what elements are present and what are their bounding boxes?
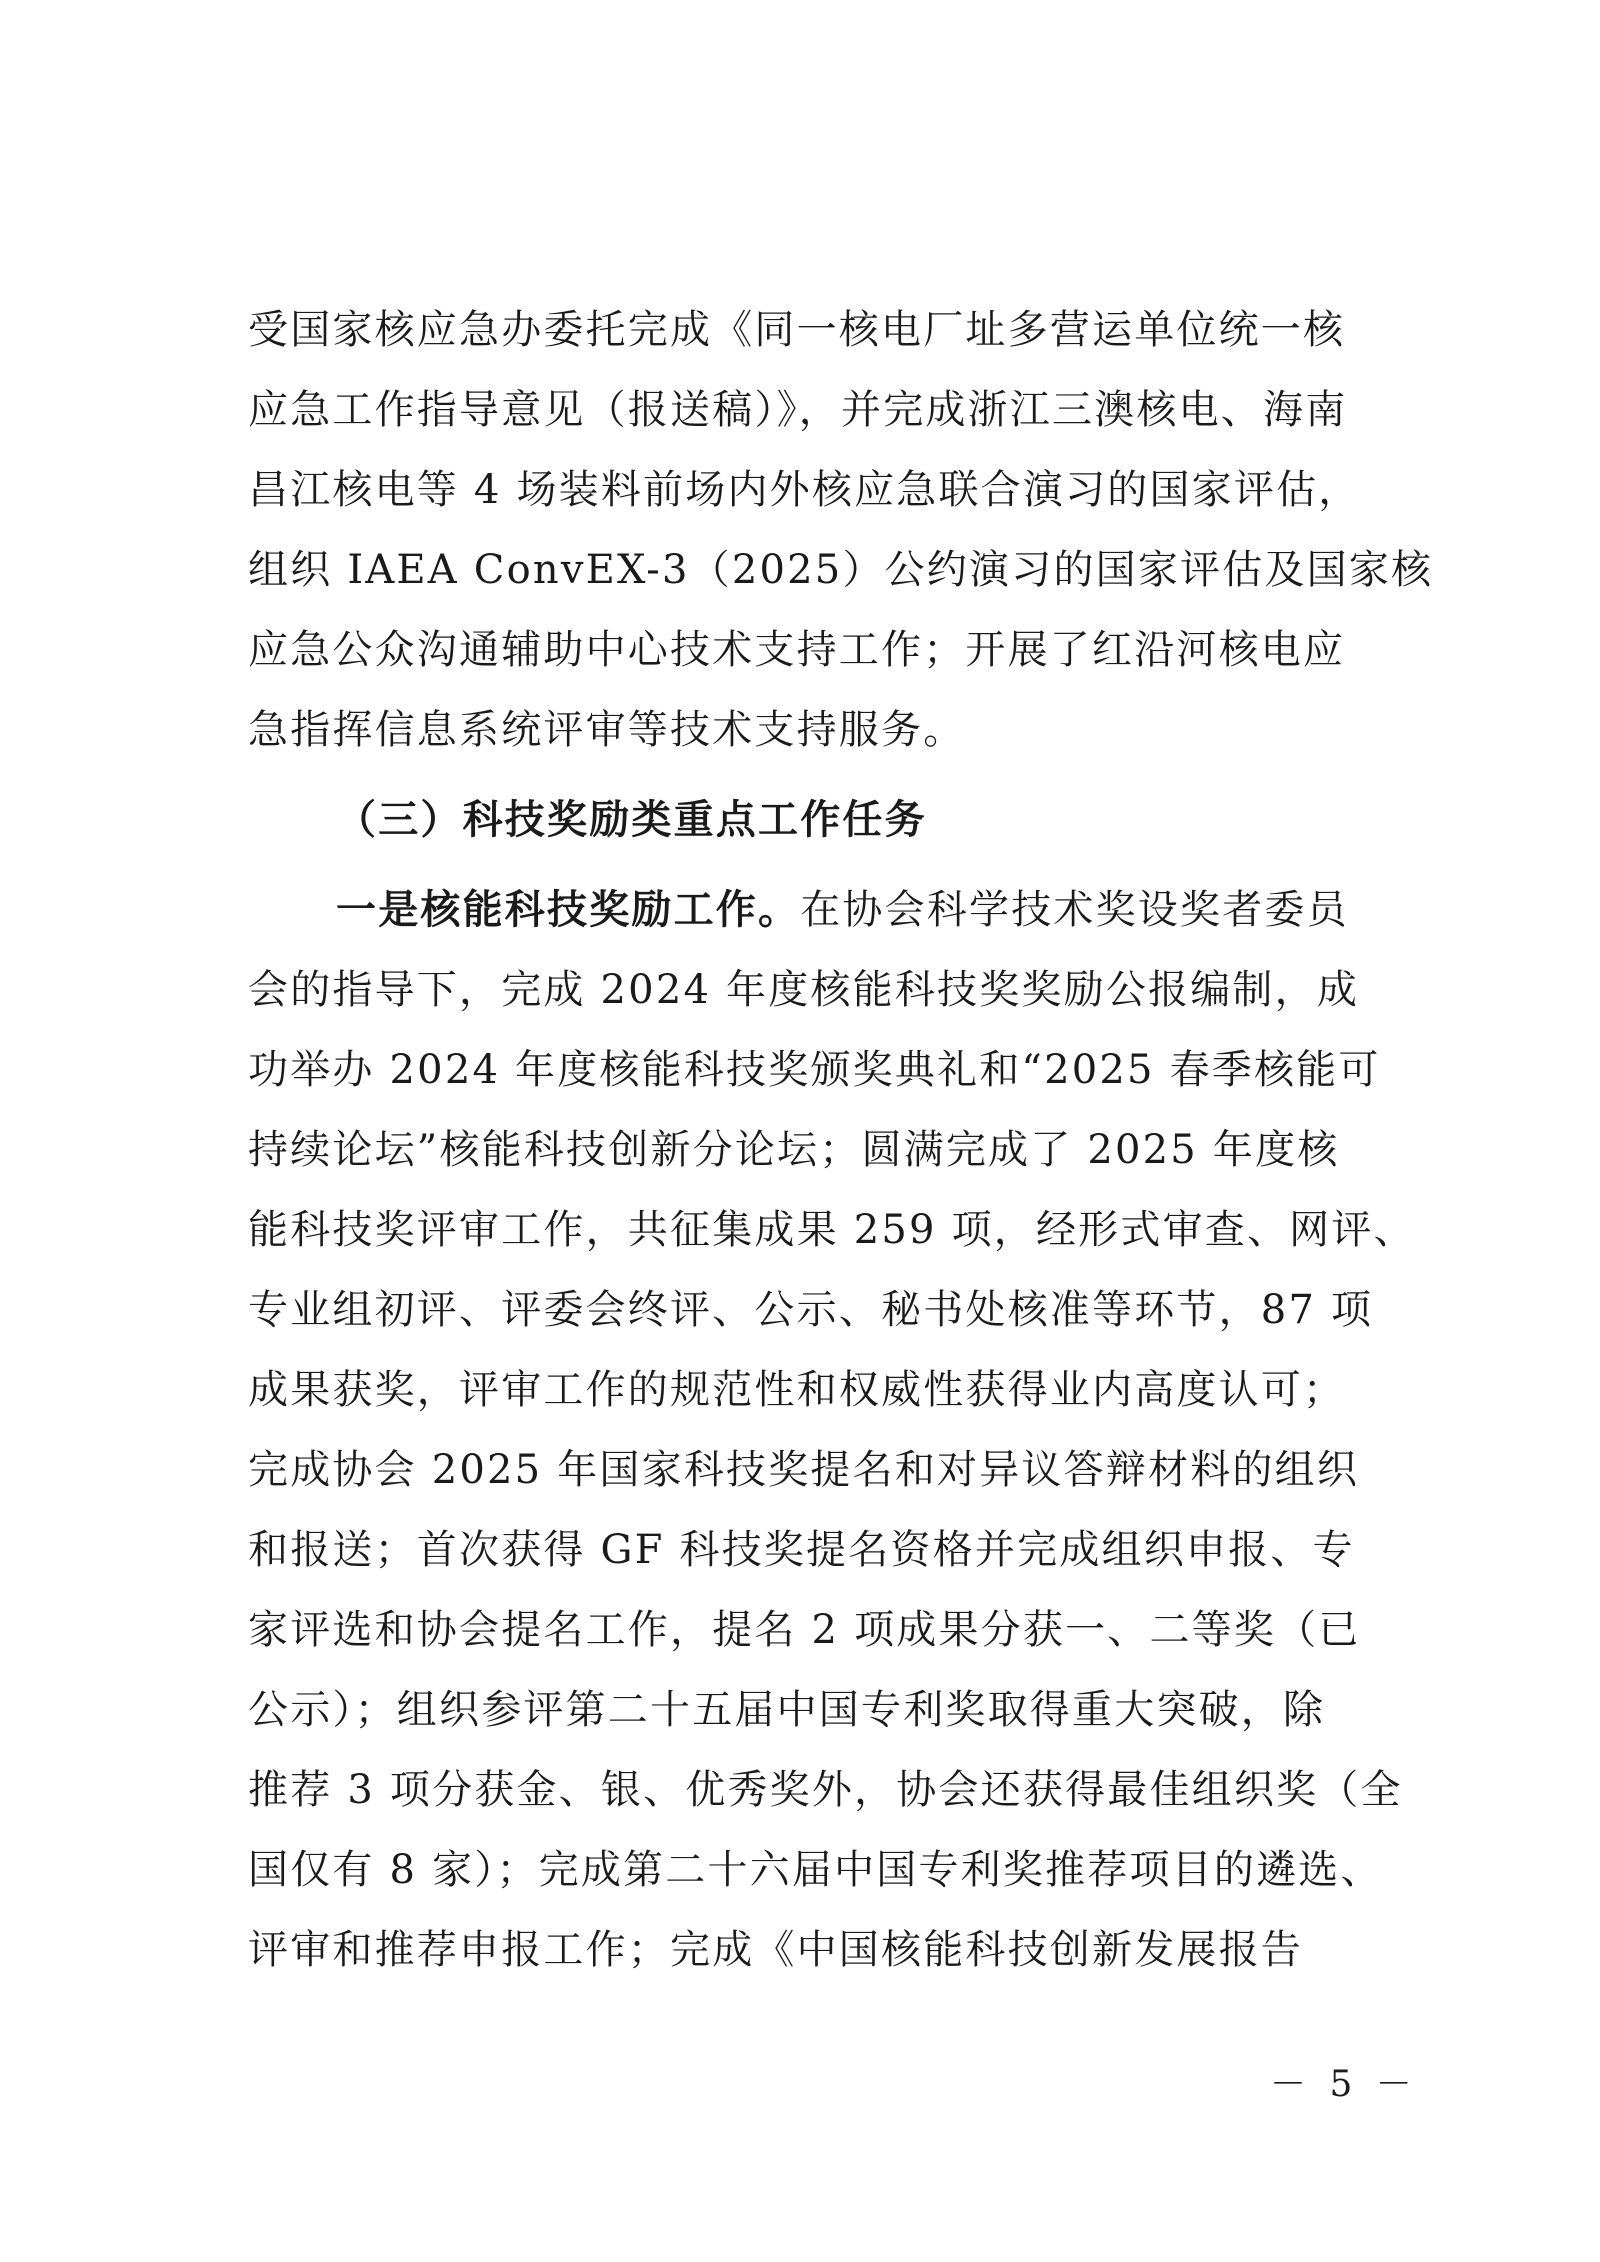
paragraph-line: 公示）；组织参评第二十五届中国专利奖取得重大突破，除 [248, 1687, 1326, 1733]
paragraph-line: 昌江核电等 4 场装料前场内外核应急联合演习的国家评估， [248, 467, 1361, 513]
paragraph-line: 急指挥信息系统评审等技术支持服务。 [248, 707, 966, 753]
lead-phrase: 一是核能科技奖励工作。 [336, 886, 801, 933]
paragraph-line: 评审和推荐申报工作；完成《中国核能科技创新发展报告 [248, 1927, 1303, 1973]
page-number: － 5 － [1270, 2064, 1418, 2105]
paragraph-line: 会的指导下，完成 2024 年度核能科技奖奖励公报编制，成 [248, 967, 1360, 1013]
section-heading: （三）科技奖励类重点工作任务 [336, 796, 927, 843]
paragraph-line: 成果获奖，评审工作的规范性和权威性获得业内高度认可； [248, 1367, 1346, 1413]
paragraph-line: 应急公众沟通辅助中心技术支持工作；开展了红沿河核电应 [248, 627, 1346, 673]
paragraph-line: 组织 IAEA ConvEX-3（2025）公约演习的国家评估及国家核 [248, 547, 1434, 593]
paragraph-line: 完成协会 2025 年国家科技奖提名和对异议答辩材料的组织 [248, 1447, 1360, 1493]
paragraph-line: 持续论坛”核能科技创新分论坛；圆满完成了 2025 年度核 [248, 1127, 1340, 1173]
paragraph-line: 受国家核应急办委托完成《同一核电厂址多营运单位统一核 [248, 307, 1346, 353]
paragraph-line: 能科技奖评审工作，共征集成果 259 项，经形式审查、网评、 [248, 1207, 1416, 1253]
paragraph-line: 推荐 3 项分获金、银、优秀奖外，协会还获得最佳组织奖（全 [248, 1767, 1403, 1813]
paragraph-first-line [336, 880, 1349, 940]
paragraph-line: 应急工作指导意见（报送稿）》，并完成浙江三澳核电、海南 [248, 387, 1348, 433]
paragraph-line: 国仅有 8 家）；完成第二十六届中国专利奖推荐项目的遴选、 [248, 1847, 1383, 1893]
paragraph-line: 专业组初评、评委会终评、公示、秘书处核准等环节，87 项 [248, 1287, 1374, 1333]
first-line-rest: 在协会科学技术奖设奖者委员 [800, 887, 1349, 933]
paragraph-line: 和报送；首次获得 GF 科技奖提名资格并完成组织申报、专 [248, 1527, 1355, 1573]
paragraph-line: 家评选和协会提名工作，提名 2 项成果分获一、二等奖（已 [248, 1607, 1361, 1653]
paragraph-line: 功举办 2024 年度核能科技奖颁奖典礼和“2025 春季核能可 [248, 1047, 1381, 1093]
